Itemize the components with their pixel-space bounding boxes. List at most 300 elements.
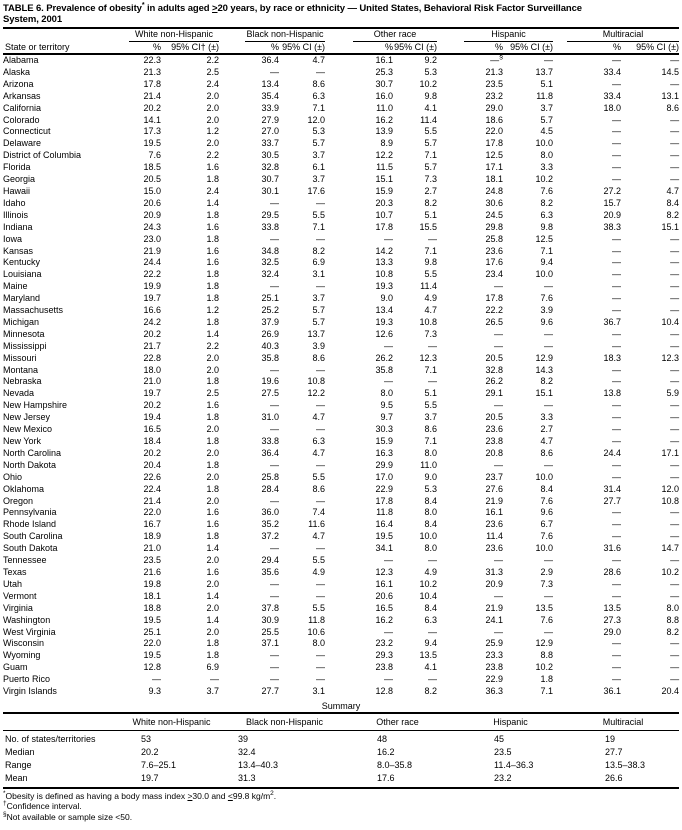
ci-value: 4.1: [424, 102, 438, 113]
pct-value: 16.5: [143, 424, 161, 435]
footnotes: [3, 791, 679, 823]
state-name: Georgia: [3, 174, 36, 185]
pct-value: 40.3: [261, 340, 280, 351]
summary-row: [3, 772, 679, 788]
not-available-marker: §: [499, 54, 504, 61]
ci-column-header: 95% CI (±): [503, 42, 553, 54]
ci-value: —: [670, 340, 680, 351]
pct-value: 25.9: [485, 638, 504, 649]
pct-value: —: [270, 495, 280, 506]
ci-value: —: [670, 436, 680, 446]
ci-value: —: [544, 400, 554, 411]
ci-value: 8.0: [424, 543, 438, 554]
ci-value: 13.7: [535, 66, 554, 77]
ci-value: —: [544, 55, 554, 65]
pct-value: 27.9: [261, 114, 280, 125]
pct-value: 23.7: [485, 471, 504, 482]
ci-value: 1.8: [206, 233, 220, 244]
ci-value: 3.7: [312, 174, 326, 185]
pct-value: 34.8: [261, 245, 280, 256]
table-row: [3, 388, 679, 400]
pct-value: 20.9: [485, 578, 504, 589]
ci-value: 5.7: [312, 138, 326, 149]
ci-value: 1.6: [206, 257, 220, 268]
ci-value: —: [316, 197, 326, 208]
state-name: Iowa: [3, 233, 23, 244]
ci-value: 5.7: [312, 305, 326, 316]
summary-value: 13.4–40.3: [238, 759, 279, 770]
ci-value: —: [670, 507, 680, 518]
state-name: Arizona: [3, 78, 34, 89]
table-row: [3, 138, 679, 150]
ci-value: —: [428, 555, 438, 566]
state-name: Connecticut: [3, 126, 51, 137]
pct-value: 28.6: [603, 566, 622, 577]
footnote-marker: *: [3, 790, 6, 798]
title-asterisk: *: [141, 1, 145, 9]
pct-value: 33.4: [603, 66, 622, 77]
ci-value: 4.9: [424, 293, 438, 304]
table-row: [3, 543, 679, 555]
state-name: Hawaii: [3, 185, 31, 196]
pct-value: 17.8: [485, 293, 504, 304]
ci-value: 10.0: [419, 531, 438, 542]
ci-value: 8.6: [312, 352, 326, 363]
ci-value: 10.0: [535, 269, 554, 280]
footnote-text: .: [273, 790, 277, 801]
pct-value: 21.0: [143, 543, 161, 554]
ci-value: —: [670, 459, 680, 470]
ci-value: —: [316, 364, 326, 375]
state-name: West Virginia: [3, 626, 56, 637]
table-row: [3, 162, 679, 174]
pct-value: 32.5: [261, 257, 280, 268]
pct-value: 22.9: [375, 483, 394, 494]
table-row: [3, 424, 679, 436]
pct-value: —: [494, 590, 504, 601]
state-name: New York: [3, 436, 42, 446]
pct-value: 22.9: [485, 674, 504, 685]
ci-value: 10.8: [307, 376, 326, 387]
table-header: [3, 28, 679, 54]
summary-value: 26.6: [605, 772, 623, 783]
pct-value: 18.3: [603, 352, 622, 363]
pct-value: 20.5: [143, 174, 161, 185]
table-row: [3, 341, 679, 353]
ci-value: —: [670, 78, 680, 89]
state-name: Kentucky: [3, 257, 41, 268]
summary-value: 11.4–36.3: [494, 759, 534, 770]
ci-value: —: [316, 281, 326, 292]
ci-value: 1.6: [206, 221, 220, 232]
pct-value: 35.8: [375, 364, 394, 375]
pct-value: —: [612, 150, 622, 161]
pct-value: 34.1: [375, 543, 394, 554]
pct-value: 20.4: [143, 459, 161, 470]
summary-header: [3, 713, 679, 731]
ci-value: 10.4: [661, 316, 680, 327]
summary-body: [3, 730, 679, 788]
ci-value: 2.0: [206, 495, 220, 506]
ci-value: 11.6: [308, 519, 326, 530]
pct-value: —: [612, 507, 622, 518]
ci-value: 5.5: [312, 602, 326, 613]
ci-value: —: [670, 531, 680, 542]
summary-label-spacer: [3, 713, 115, 731]
table-row: [3, 79, 679, 91]
ci-value: 2.0: [206, 138, 220, 149]
ci-value: 8.0: [312, 638, 326, 649]
ci-value: 3.3: [540, 162, 554, 173]
footnote-not-available: [3, 812, 679, 823]
pct-value: 27.3: [603, 614, 622, 625]
pct-value: —: [612, 174, 622, 185]
pct-value: 16.1: [375, 55, 394, 65]
ci-column-header: 95% CI (±): [621, 42, 679, 54]
summary-value: 45: [494, 733, 505, 744]
pct-value: 31.0: [261, 412, 280, 423]
pct-value: —: [612, 471, 622, 482]
pct-value: 25.2: [261, 305, 280, 316]
ci-value: 2.0: [206, 578, 220, 589]
pct-column-header: %: [219, 42, 279, 54]
ci-value: 1.4: [206, 614, 220, 625]
title-text: System, 2001: [3, 14, 63, 25]
summary-value: 16.2: [377, 746, 395, 757]
ci-value: 8.4: [424, 519, 438, 530]
summary-value: 39: [238, 733, 249, 744]
ci-value: 8.2: [540, 376, 554, 387]
ci-value: 2.5: [206, 388, 220, 399]
pct-value: 37.1: [261, 638, 280, 649]
pct-value: 24.3: [143, 221, 161, 232]
ci-value: 2.0: [206, 626, 220, 637]
pct-value: 23.2: [375, 638, 394, 649]
ci-value: 12.3: [419, 352, 438, 363]
ci-value: 4.9: [424, 566, 438, 577]
lte-symbol: <: [227, 790, 233, 801]
ci-value: 8.2: [540, 197, 554, 208]
pct-value: 16.7: [143, 519, 161, 530]
ci-value: —: [670, 245, 680, 256]
ci-value: 2.2: [206, 150, 220, 161]
pct-value: 9.5: [380, 400, 394, 411]
ci-value: 8.2: [666, 626, 680, 637]
table-row: [3, 115, 679, 127]
pct-value: 9.0: [380, 293, 394, 304]
ci-value: 12.0: [307, 114, 326, 125]
pct-value: 22.4: [143, 483, 161, 494]
ci-value: 7.4: [312, 507, 326, 518]
summary-value: 20.2: [141, 746, 159, 757]
state-name: Washington: [3, 614, 51, 625]
ci-value: 12.3: [661, 352, 680, 363]
ci-value: 11.4: [420, 281, 438, 292]
pct-value: 16.3: [375, 447, 394, 458]
pct-value: 12.8: [375, 686, 394, 697]
ci-value: 2.4: [206, 78, 220, 89]
pct-value: 16.0: [375, 90, 394, 101]
ci-value: 13.5: [419, 650, 438, 661]
pct-value: —: [494, 400, 504, 411]
ci-value: —: [670, 150, 680, 161]
ci-value: 7.6: [540, 614, 554, 625]
ci-value: 15.1: [661, 221, 680, 232]
ci-value: 9.0: [424, 471, 438, 482]
pct-value: —: [612, 662, 622, 673]
table-row: [3, 400, 679, 412]
ci-value: 10.4: [419, 590, 438, 601]
pct-value: 33.8: [261, 436, 280, 446]
ci-value: —: [316, 400, 326, 411]
ci-value: 5.5: [424, 400, 438, 411]
ci-value: 12.9: [535, 352, 554, 363]
pct-value: —: [612, 126, 622, 137]
table-row: [3, 591, 679, 603]
pct-value: 22.2: [143, 269, 161, 280]
ci-value: 1.6: [206, 566, 220, 577]
pct-value: —: [384, 674, 394, 685]
pct-value: —: [494, 340, 504, 351]
ci-value: 10.2: [419, 78, 438, 89]
state-name: Alaska: [3, 66, 31, 77]
pct-value: —: [384, 340, 394, 351]
state-name: Mississippi: [3, 340, 47, 351]
ci-value: 7.1: [424, 364, 438, 375]
ci-value: 8.4: [424, 495, 438, 506]
ci-value: 2.0: [206, 102, 220, 113]
table-row: [3, 222, 679, 234]
pct-value: —: [612, 590, 622, 601]
state-name: North Carolina: [3, 447, 62, 458]
ci-value: 5.5: [312, 555, 326, 566]
pct-value: 14.2: [375, 245, 394, 256]
ci-value: 1.6: [206, 162, 220, 173]
pct-value: 27.7: [261, 686, 280, 697]
pct-value: 35.4: [261, 90, 280, 101]
ci-value: 10.8: [419, 316, 438, 327]
pct-value: —: [270, 590, 280, 601]
ci-value: 6.3: [312, 436, 326, 446]
ci-value: 3.7: [206, 686, 220, 697]
pct-value: 21.9: [143, 245, 161, 256]
ci-value: 8.2: [666, 209, 680, 220]
state-name: District of Columbia: [3, 150, 82, 161]
ci-value: 7.1: [540, 245, 554, 256]
pct-value: —: [612, 674, 622, 685]
ci-value: 2.0: [206, 424, 220, 435]
pct-value: 13.5: [603, 602, 622, 613]
table-row: [3, 567, 679, 579]
ci-value: 2.7: [424, 185, 438, 196]
state-name: Minnesota: [3, 328, 45, 339]
ci-value: —: [670, 471, 680, 482]
pct-value: —: [612, 650, 622, 661]
pct-value: 14.1: [143, 114, 161, 125]
pct-value: —: [612, 78, 622, 89]
pct-value: 19.7: [143, 388, 161, 399]
ci-value: —: [670, 400, 680, 411]
ci-value: 7.6: [540, 293, 554, 304]
table-row: [3, 507, 679, 519]
state-name: Tennessee: [3, 555, 47, 566]
table-row: [3, 484, 679, 496]
table-row: [3, 126, 679, 138]
state-name: Kansas: [3, 245, 34, 256]
ci-value: —: [544, 328, 554, 339]
ci-value: 8.0: [540, 150, 554, 161]
pct-value: 31.6: [603, 543, 622, 554]
summary-col-hispanic: Hispanic: [454, 713, 567, 731]
ci-value: 1.6: [206, 507, 220, 518]
ci-value: 1.6: [206, 245, 220, 256]
pct-value: 29.0: [603, 626, 622, 637]
pct-value: 26.9: [261, 328, 280, 339]
ci-value: 5.3: [312, 126, 326, 137]
ci-value: —: [670, 174, 680, 185]
state-name: Nebraska: [3, 376, 42, 387]
pct-value: 17.8: [143, 78, 161, 89]
ci-value: 11.8: [308, 614, 326, 625]
pct-value: —: [270, 543, 280, 554]
pct-value: 24.8: [485, 185, 504, 196]
state-name: Maine: [3, 281, 28, 292]
state-name: South Dakota: [3, 543, 58, 554]
ci-value: —: [670, 305, 680, 316]
pct-value: 19.6: [261, 376, 280, 387]
title-text: in adults aged: [144, 3, 213, 14]
pct-value: 24.2: [143, 316, 161, 327]
state-name: Guam: [3, 662, 28, 673]
summary-row: [3, 746, 679, 759]
pct-value: 19.9: [143, 281, 161, 292]
pct-value: 21.9: [485, 602, 504, 613]
pct-value: —: [270, 400, 280, 411]
pct-value: 37.9: [261, 316, 280, 327]
pct-value: 26.2: [485, 376, 504, 387]
ci-value: —: [670, 162, 680, 173]
col-group-label: White non-Hispanic: [129, 29, 219, 42]
col-group-hispanic: [437, 28, 553, 42]
pct-value: 25.3: [375, 66, 394, 77]
pct-value: 19.5: [143, 614, 161, 625]
pct-value: 26.5: [485, 316, 504, 327]
pct-value: 20.5: [485, 352, 504, 363]
ci-value: —: [316, 674, 326, 685]
ci-value: 9.6: [540, 316, 554, 327]
squared-exponent: 2: [270, 790, 274, 798]
pct-value: 30.3: [375, 424, 394, 435]
ci-value: —: [428, 340, 438, 351]
pct-value: 20.2: [143, 328, 161, 339]
ci-value: 1.2: [206, 126, 220, 137]
ci-value: 13.7: [307, 328, 326, 339]
pct-value: 23.8: [485, 436, 504, 446]
ci-value: 10.6: [307, 626, 326, 637]
ci-value: 8.6: [312, 483, 326, 494]
ci-value: 15.1: [535, 388, 554, 399]
state-name: Alabama: [3, 55, 39, 65]
ci-value: —: [670, 138, 680, 149]
pct-value: 30.7: [375, 78, 394, 89]
footnote-confidence-interval: [3, 801, 679, 812]
pct-value: 30.1: [261, 185, 280, 196]
pct-value: 36.3: [485, 686, 504, 697]
ci-value: 4.7: [424, 305, 438, 316]
ci-value: —: [544, 590, 554, 601]
ci-value: 8.4: [424, 602, 438, 613]
ci-value: 1.4: [206, 543, 220, 554]
summary-value: 23.5: [494, 746, 512, 757]
ci-value: —: [670, 364, 680, 375]
ci-value: 1.8: [206, 638, 220, 649]
table-row: [3, 650, 679, 662]
table-row: [3, 615, 679, 627]
pct-value: 27.2: [603, 185, 622, 196]
ci-value: 2.0: [206, 364, 220, 375]
summary-heading: Summary: [321, 700, 361, 711]
pct-value: 32.8: [261, 162, 280, 173]
ci-value: 6.1: [312, 162, 326, 173]
ci-value: —: [316, 495, 326, 506]
pct-value: 16.6: [143, 305, 161, 316]
ci-value: 1.8: [540, 674, 554, 685]
summary-table: [3, 712, 679, 789]
pct-value: 33.4: [603, 90, 622, 101]
ci-value: 7.6: [540, 495, 554, 506]
ci-value: 7.1: [312, 221, 326, 232]
pct-value: 37.8: [261, 602, 280, 613]
pct-value: —: [612, 459, 622, 470]
pct-value: 20.2: [143, 102, 161, 113]
ci-value: 10.0: [535, 543, 554, 554]
ci-value: 6.7: [540, 519, 554, 530]
ci-value: 10.8: [661, 495, 680, 506]
table-row: [3, 198, 679, 210]
pct-value: 18.5: [143, 162, 161, 173]
pct-value: 27.0: [261, 126, 280, 137]
pct-value: 33.7: [261, 138, 280, 149]
summary-row: [3, 730, 679, 746]
ci-value: 3.1: [312, 686, 326, 697]
table-row: [3, 627, 679, 639]
pct-value: 26.2: [375, 352, 394, 363]
pct-value: 11.5: [376, 162, 394, 173]
summary-row-label: No. of states/territories: [5, 733, 96, 744]
pct-value: 23.6: [485, 245, 504, 256]
ci-value: —: [670, 257, 680, 268]
ci-value: 7.1: [312, 102, 326, 113]
ci-value: —: [316, 459, 326, 470]
pct-value: —: [612, 114, 622, 125]
pct-value: 16.2: [375, 614, 394, 625]
pct-value: 18.8: [143, 602, 161, 613]
pct-value: —: [612, 424, 622, 435]
title-text: 20 years, by race or ethnicity — United States, Behavioral Risk Factor Surveillance: [217, 3, 582, 14]
ci-value: 1.8: [206, 269, 220, 280]
ci-value: 11.0: [420, 459, 438, 470]
pct-value: 16.1: [485, 507, 504, 518]
ci-value: —: [670, 555, 680, 566]
col-group-other-race: [325, 28, 437, 42]
pct-value: 13.3: [375, 257, 394, 268]
pct-value: 11.4: [486, 531, 504, 542]
summary-row-label: Range: [5, 759, 32, 770]
ci-value: 4.7: [540, 436, 554, 446]
ci-value: 1.4: [206, 590, 220, 601]
ci-value: 5.7: [540, 114, 554, 125]
title-gte-symbol: >: [212, 3, 218, 14]
